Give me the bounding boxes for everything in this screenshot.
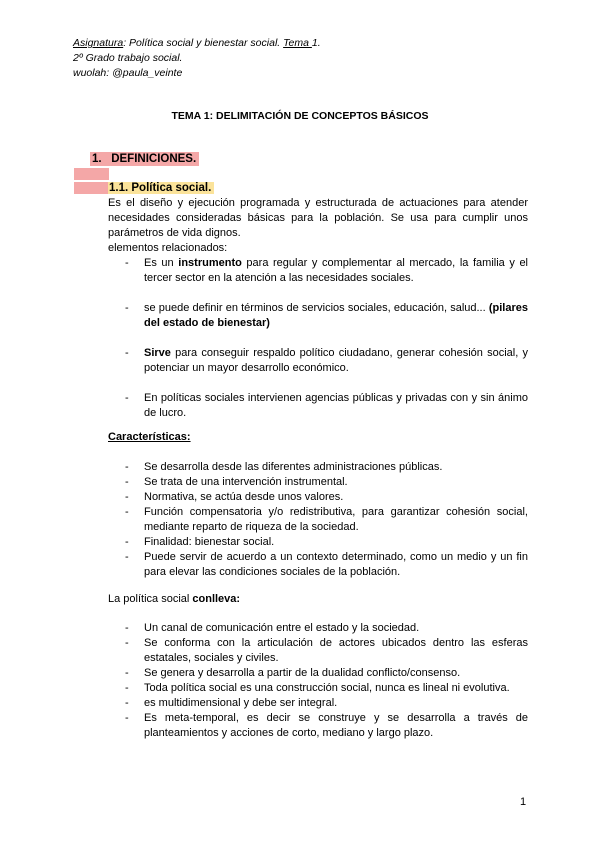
list-item-bold: Sirve [144, 347, 171, 359]
bullet-dash: - [125, 476, 129, 488]
list-item [108, 301, 528, 331]
asignatura-label: Asignatura [73, 37, 124, 49]
bullet-dash: - [125, 506, 129, 518]
bullet-dash: - [125, 551, 129, 563]
bullet-dash: - [125, 491, 129, 503]
subsection-heading: 1.1. Política social. [108, 182, 214, 194]
caracteristicas-title: Características: [108, 431, 191, 443]
intro-paragraph: Es el diseño y ejecución programada y estructurada de actuaciones para atender necesidades consideradas básicas para la población. Se usa para cumplir unos parámetros de vida dignos. [108, 197, 528, 239]
list-item-text: Puede servir de acuerdo a un contexto determinado, como un medio y un fin para elevar las condiciones sociales de la población. [144, 551, 528, 578]
list-item [108, 391, 528, 421]
list-item-text: Toda política social es una construcción social, nunca es lineal ni evolutiva. [144, 682, 510, 694]
document-title: TEMA 1: DELIMITACIÓN DE CONCEPTOS BÁSICOS [171, 110, 429, 122]
list-item-text: Es meta-temporal, es decir se construye y se desarrolla a través de planteamientos y acciones de corto, mediano y largo plazo. [144, 712, 528, 739]
page-number: 1 [520, 796, 527, 808]
list-item [108, 550, 528, 580]
list-item [108, 460, 528, 475]
section-number: 1. [92, 153, 102, 165]
bullet-dash: - [125, 667, 129, 679]
header-line-asignatura [73, 37, 321, 50]
asignatura-value: : Política social y bienestar social. [123, 37, 284, 49]
highlight-bar [74, 168, 109, 180]
list-item [108, 490, 528, 505]
list-item-text: Finalidad: bienestar social. [144, 536, 275, 548]
list-item [108, 505, 528, 535]
header-grado: 2º Grado trabajo social. [73, 52, 183, 64]
list-item [108, 621, 528, 636]
list-item-text: Función compensatoria y/o redistributiva, para garantizar cohesión social, mediante reparto de riqueza de la sociedad. [144, 506, 528, 533]
related-label: elementos relacionados: [108, 242, 228, 254]
list-item [108, 696, 528, 711]
list-item-bold: (pilares del estado de bienestar) [144, 302, 528, 329]
list-item-text: Un canal de comunicación entre el estado y la sociedad. [144, 622, 420, 634]
header-wuolah: wuolah: @paula_veinte [73, 67, 183, 79]
bullet-dash: - [125, 622, 129, 634]
list-item [108, 681, 528, 696]
conlleva-list [108, 621, 528, 741]
conlleva-bold: conlleva: [192, 593, 241, 605]
tema-value: 1. [311, 37, 321, 49]
list-item-bold: instrumento [178, 257, 242, 269]
list-item [108, 711, 528, 741]
caracteristicas-list [108, 460, 528, 580]
conlleva-pre: La política social [108, 593, 193, 605]
highlight-bar [74, 182, 109, 194]
bullet-dash: - [125, 461, 129, 473]
list-item-text: para regular y complementar al mercado, la familia y el tercer sector en la atención a las necesidades sociales. [144, 257, 529, 284]
list-item [108, 256, 528, 286]
bullet-dash: - [125, 697, 129, 709]
list-item-text: En políticas sociales intervienen agencias públicas y privadas con y sin ánimo de lucro. [144, 392, 528, 419]
section-heading [90, 152, 199, 166]
bullet-dash: - [125, 712, 129, 724]
list-item-text: Se conforma con la articulación de actores ubicados dentro las esferas estatales, sociales y civiles. [144, 637, 528, 664]
related-list [108, 256, 528, 421]
list-item-text: Se trata de una intervención instrumental. [144, 476, 348, 488]
list-item-text: Normativa, se actúa desde unos valores. [144, 491, 344, 503]
list-item [108, 346, 528, 376]
tema-label: Tema [283, 37, 312, 49]
list-item [108, 475, 528, 490]
list-item [108, 636, 528, 666]
list-item-text: Es un [144, 257, 179, 269]
conlleva-heading [108, 593, 240, 605]
bullet-dash: - [125, 682, 129, 694]
list-item-text: Se desarrolla desde las diferentes administraciones públicas. [144, 461, 443, 473]
bullet-dash: - [125, 392, 129, 404]
list-item [108, 666, 528, 681]
bullet-dash: - [125, 347, 129, 359]
bullet-dash: - [125, 637, 129, 649]
list-item-text: es multidimensional y debe ser integral. [144, 697, 338, 709]
list-item-text: Se genera y desarrolla a partir de la dualidad conflicto/consenso. [144, 667, 461, 679]
caracteristicas-heading [108, 431, 191, 443]
list-item-text: se puede definir en términos de servicios sociales, educación, salud... [144, 302, 489, 314]
list-item [108, 535, 528, 550]
section-label: DEFINICIONES. [111, 153, 197, 165]
bullet-dash: - [125, 257, 129, 269]
bullet-dash: - [125, 302, 129, 314]
bullet-dash: - [125, 536, 129, 548]
list-item-text: para conseguir respaldo político ciudadano, generar cohesión social, y potenciar un mayor desarrollo económico. [144, 347, 528, 374]
